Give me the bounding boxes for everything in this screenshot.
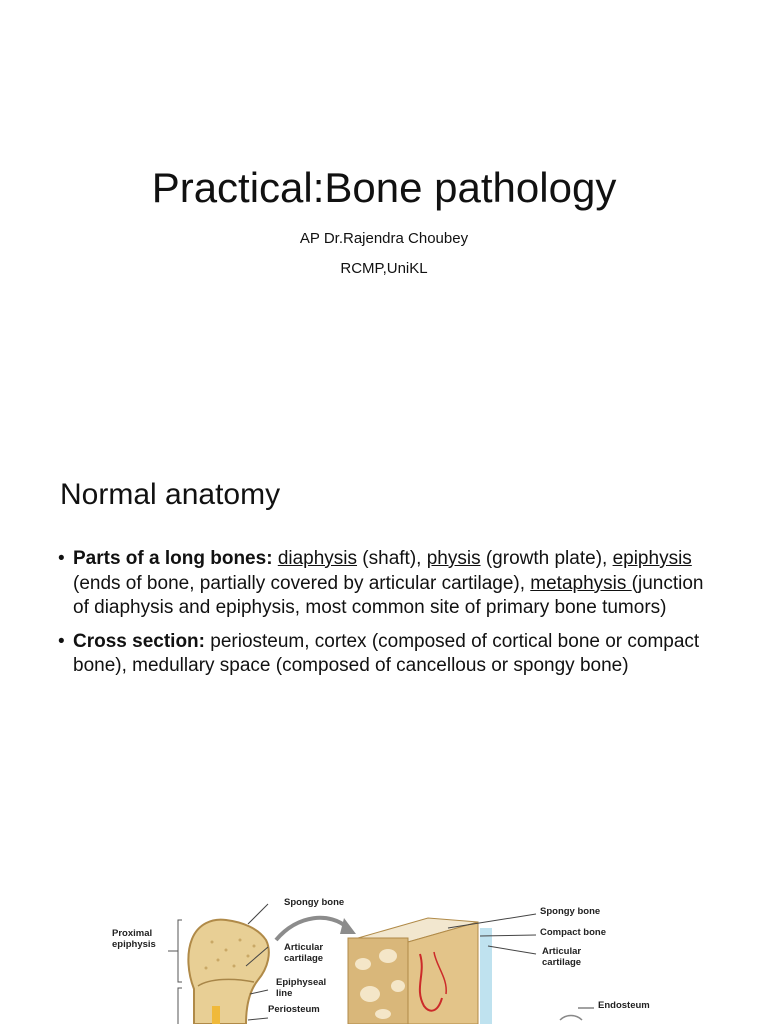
bullet-text: periosteum, cortex (composed of cortical bone or compact bone), medullary space (composed of cancellous or spongy bone) bbox=[73, 630, 700, 676]
bullet-text: (shaft), bbox=[357, 548, 427, 569]
affiliation-line: RCMP,UniKL bbox=[340, 260, 428, 277]
slide-heading: Normal anatomy bbox=[60, 478, 281, 511]
label-spongy-bone-right: Spongy bone bbox=[540, 906, 601, 917]
bullet-lead: Parts of a long bones: bbox=[73, 548, 273, 569]
label-articular-2: Articular bbox=[542, 946, 582, 957]
label-proximal: Proximal bbox=[112, 928, 153, 939]
term-epiphysis: epiphysis bbox=[612, 548, 692, 569]
label-compact-bone: Compact bone bbox=[540, 927, 606, 938]
bullet-text: (ends of bone, partially covered by articular cartilage), bbox=[73, 572, 531, 594]
label-spongy-bone-top: Spongy bone bbox=[284, 897, 345, 908]
author-line: AP Dr.Rajendra Choubey bbox=[299, 230, 469, 247]
term-physis: physis bbox=[426, 548, 481, 569]
term-diaphysis: diaphysis bbox=[277, 548, 358, 569]
bullet-cross-section bbox=[58, 630, 718, 679]
label-epiphyseal: Epiphyseal bbox=[276, 977, 327, 988]
bullet-list bbox=[58, 547, 718, 688]
bone-anatomy-figure bbox=[108, 894, 668, 1024]
title-slide bbox=[0, 0, 768, 432]
term-metaphysis: metaphysis bbox=[530, 572, 632, 594]
bullet-parts bbox=[58, 547, 718, 621]
label-cartilage-2: cartilage bbox=[542, 957, 582, 968]
bullet-text: (growth plate), bbox=[480, 548, 613, 569]
label-cartilage-1: cartilage bbox=[284, 953, 324, 964]
label-periosteum: Periosteum bbox=[268, 1004, 320, 1015]
normal-anatomy-slide bbox=[0, 432, 768, 1024]
label-articular-1: Articular bbox=[284, 942, 324, 953]
bullet-dot: • bbox=[58, 548, 65, 569]
label-line: line bbox=[276, 988, 293, 999]
bullet-lead: Cross section: bbox=[73, 630, 205, 652]
bullet-text: (junction of diaphysis and epiphysis, most common site of primary bone tumors) bbox=[73, 572, 704, 618]
label-endosteum: Endosteum bbox=[598, 1000, 650, 1011]
slide-title: Practical:Bone pathology bbox=[151, 164, 617, 211]
label-epiphysis: epiphysis bbox=[112, 939, 156, 950]
bullet-dot: • bbox=[58, 630, 65, 652]
